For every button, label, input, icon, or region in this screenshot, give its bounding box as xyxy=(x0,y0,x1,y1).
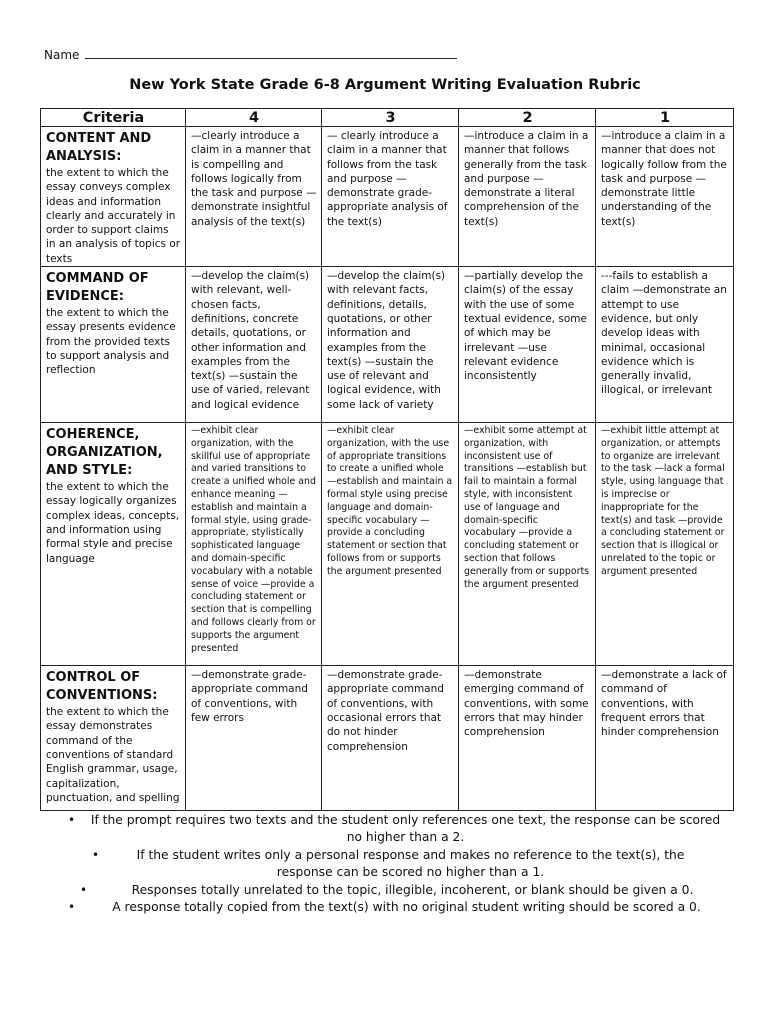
score-1-cell: —demonstrate a lack of command of conventions, with frequent errors that hinder comprehension xyxy=(596,666,734,811)
score-1-cell: ---fails to establish a claim —demonstrate an attempt to use evidence, but only develop ideas with minimal, occasional evidence which is generally invalid, illogical, or irrelevant xyxy=(596,267,734,423)
note-personal-response xyxy=(40,847,733,882)
score-4-cell: —demonstrate grade-appropriate command of conventions, with few errors xyxy=(186,666,322,811)
note-unrelated xyxy=(40,882,733,899)
score-3-cell: —develop the claim(s) with relevant facts, definitions, details, quotations, or other information and examples from the text(s) —sustain the use of relevant and logical evidence, with some lack of variety xyxy=(322,267,459,423)
header-row xyxy=(41,109,734,127)
score-4-cell: —clearly introduce a claim in a manner that is compelling and follows logically from the task and purpose —demonstrate insightful analysis of the text(s) xyxy=(186,127,322,267)
bullet-icon: • xyxy=(68,900,76,915)
score-1-cell: —introduce a claim in a manner that does not logically follow from the task and purpose —demonstrate little understanding of the text(s) xyxy=(596,127,734,267)
score-3-cell: — clearly introduce a claim in a manner that follows from the task and purpose —demonstrate grade-appropriate analysis of the text(s) xyxy=(322,127,459,267)
name-label: Name xyxy=(44,48,80,62)
note-text: Responses totally unrelated to the topic, illegible, incoherent, or blank should be given a 0. xyxy=(131,882,694,897)
score-4-cell: —develop the claim(s) with relevant, well-chosen facts, definitions, concrete details, quotations, or other information and examples from the text(s) —sustain the use of varied, relevant and logical evidence xyxy=(186,267,322,423)
score-2-cell: —introduce a claim in a manner that follows generally from the task and purpose —demonstrate a literal comprehension of the text(s) xyxy=(459,127,596,267)
criteria-description: the extent to which the essay presents evidence from the provided texts to support analysis and reflection xyxy=(46,307,176,377)
note-two-texts xyxy=(40,812,733,847)
rubric-table xyxy=(40,108,734,811)
score-2-cell: —demonstrate emerging command of conventions, with some errors that may hinder comprehension xyxy=(459,666,596,811)
criteria-cell xyxy=(41,666,186,811)
header-criteria: Criteria xyxy=(41,109,186,127)
name-field xyxy=(44,46,457,62)
criteria-title: CONTROL OF CONVENTIONS: xyxy=(46,670,158,704)
header-score-2: 2 xyxy=(459,109,596,127)
table-row xyxy=(41,666,734,811)
bullet-icon: • xyxy=(68,813,76,827)
criteria-description: the extent to which the essay conveys complex ideas and information clearly and accurately in order to support claims in an analysis of topics or texts xyxy=(46,167,181,265)
criteria-description: the extent to which the essay logically organizes complex ideas, concepts, and information using formal style and precise language xyxy=(46,481,180,565)
header-score-4: 4 xyxy=(186,109,322,127)
bullet-icon: • xyxy=(80,882,88,897)
scoring-notes xyxy=(40,812,733,916)
table-row xyxy=(41,127,734,267)
bullet-icon: • xyxy=(92,847,100,862)
criteria-title: COMMAND OF EVIDENCE: xyxy=(46,271,149,305)
criteria-cell xyxy=(41,127,186,267)
note-text: If the prompt requires two texts and the student only references one text, the response can be scored no higher than a 2. xyxy=(90,813,721,845)
note-text: If the student writes only a personal response and makes no reference to the text(s), the response can be scored no higher than a 1. xyxy=(136,847,685,880)
score-3-cell: —demonstrate grade-appropriate command of conventions, with occasional errors that do not hinder comprehension xyxy=(322,666,459,811)
name-blank-line xyxy=(85,46,457,59)
score-4-cell: —exhibit clear organization, with the skillful use of appropriate and varied transitions to create a unified whole and enhance meaning —establish and maintain a formal style, using grade-appropriate, stylistically sophisticated language and domain-specific vocabulary with a notable sense of voice —provide a concluding statement or section that is compelling and follows clearly from or supports the argument presented xyxy=(186,423,322,666)
score-3-cell: —exhibit clear organization, with the use of appropriate transitions to create a unified whole —establish and maintain a formal style using precise language and domain-specific vocabulary —provide a concluding statement or section that follows from or supports the argument presented xyxy=(322,423,459,666)
score-1-cell: —exhibit little attempt at organization, or attempts to organize are irrelevant to the task —lack a formal style, using language that is imprecise or inappropriate for the text(s) and task —provide a concluding statement or section that is illogical or unrelated to the topic or argument presented xyxy=(596,423,734,666)
table-row xyxy=(41,423,734,666)
criteria-description: the extent to which the essay demonstrates command of the conventions of standard English grammar, usage, capitalization, punctuation, and spelling xyxy=(46,706,180,804)
header-score-3: 3 xyxy=(322,109,459,127)
criteria-title: CONTENT AND ANALYSIS: xyxy=(46,131,152,164)
criteria-cell xyxy=(41,267,186,423)
criteria-cell xyxy=(41,423,186,666)
table-row xyxy=(41,267,734,423)
score-2-cell: —partially develop the claim(s) of the essay with the use of some textual evidence, some of which may be irrelevant —use relevant evidence inconsistently xyxy=(459,267,596,423)
page-title: New York State Grade 6-8 Argument Writing Evaluation Rubric xyxy=(129,77,641,93)
score-2-cell: —exhibit some attempt at organization, with inconsistent use of transitions —establish but fail to maintain a formal style, with inconsistent use of language and domain-specific vocabulary —provide a concluding statement or section that follows generally from or supports the argument presented xyxy=(459,423,596,666)
header-score-1: 1 xyxy=(596,109,734,127)
criteria-title: COHERENCE, ORGANIZATION, AND STYLE: xyxy=(46,427,163,479)
note-text: A response totally copied from the text(s) with no original student writing should be scored a 0. xyxy=(112,900,701,915)
note-copied xyxy=(40,899,733,916)
